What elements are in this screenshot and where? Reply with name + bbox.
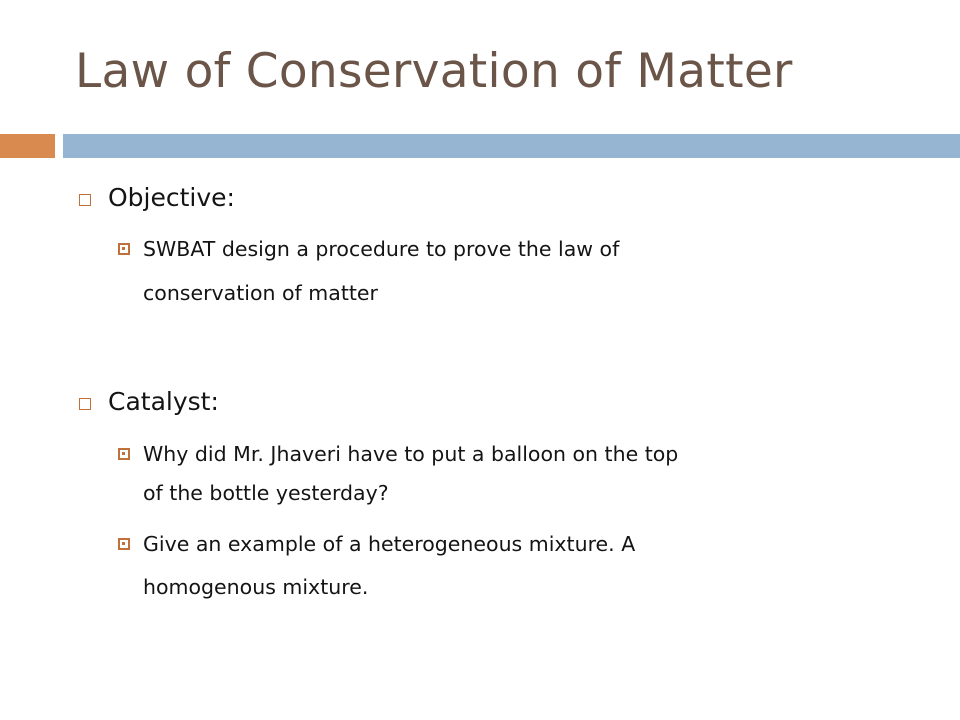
slide-title: Law of Conservation of Matter [75,44,793,99]
bullet-text-line: of the bottle yesterday? [143,481,389,505]
hollow-square-bullet-icon [79,194,91,206]
bullet-text-line: conservation of matter [143,281,378,305]
bullet-text-line: Give an example of a heterogeneous mixture. A [143,532,636,556]
section-heading: Catalyst: [108,387,219,416]
bullet-text-line: Why did Mr. Jhaveri have to put a balloon on the top [143,442,679,466]
filled-square-bullet-icon [118,448,130,460]
filled-square-bullet-icon [118,243,130,255]
hollow-square-bullet-icon [79,398,91,410]
bullet-text-line: SWBAT design a procedure to prove the law of [143,237,620,261]
bullet-text-line: homogenous mixture. [143,575,369,599]
filled-square-bullet-icon [118,538,130,550]
section-heading: Objective: [108,183,235,212]
